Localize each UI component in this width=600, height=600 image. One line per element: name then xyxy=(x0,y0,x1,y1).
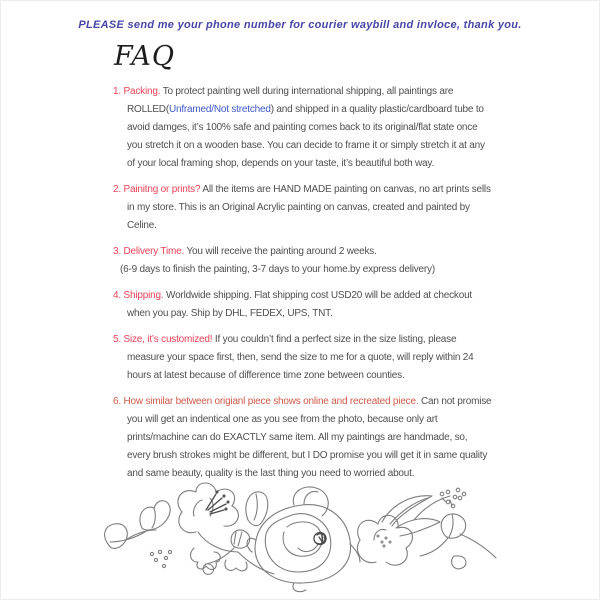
floral-line-art xyxy=(98,482,498,594)
faq-item-heading: 4. Shipping. xyxy=(113,290,164,301)
faq-item-heading: 2. Painitng or prints? xyxy=(113,184,201,195)
faq-item-body: Can not promise you will get an indentical one as you see from the photo, because only art prints/machine can do EXACTLY same item. All my paintings are handmade, so, every brush strokes might be different, but I DO promise you will get it in same quality and same beauty, quality is the last thing you need to worried about. xyxy=(127,396,492,479)
faq-item-body: All the items are HAND MADE painting on canvas, no art prints sells in my store. This is an Original Acrylic painting on canvas, created and painted by Celine. xyxy=(127,184,491,231)
faq-item-shipping xyxy=(113,287,493,323)
faq-item-delivery-time xyxy=(113,243,493,279)
faq-item-heading: 3. Delivery Time. xyxy=(113,246,185,257)
faq-item-body: To protect painting well during international shipping, all paintings are ROLLED( xyxy=(127,86,454,115)
floral-illustration xyxy=(98,482,498,599)
faq-item-body: Worldwide shipping. Flat shipping cost USD20 will be added at checkout when you pay. Ship by DHL, FEDEX, UPS, TNT. xyxy=(127,290,473,319)
faq-list xyxy=(113,83,493,483)
courier-notice: PLEASE send me your phone number for courier waybill and invloce, thank you. xyxy=(78,19,522,31)
faq-item-body: If you couldn’t find a perfect size in the size listing, please measure your space first, then, send the size to me for a quote, will reply within 24 hours at latest because of difference time zone between counties. xyxy=(127,334,474,381)
faq-item-similarity xyxy=(113,393,493,483)
delivery-note: (6-9 days to finish the painting, 3-7 days to your home.by express delivery) xyxy=(120,264,435,275)
faq-item-painting-or-prints xyxy=(113,181,493,235)
faq-item-heading: 6. How similar between origianl piece shows online and recreated piece. xyxy=(113,396,419,407)
faq-item-size-customized xyxy=(113,331,493,385)
page-title: FAQ xyxy=(114,41,176,72)
faq-item-body-cont: ) and shipped in a quality plastic/cardboard tube to avoid damges, it’s 100% safe and painting comes back to its original/flat state once you stretch it on a wooden base. You can decide to frame it or simply stretch it at any of your local framing shop, depends on your taste, it’s beautiful both way. xyxy=(127,104,485,169)
faq-item-packing xyxy=(113,83,493,173)
faq-item-body: You will receive the painting around 2 weeks. xyxy=(186,246,377,257)
faq-item-heading: 5. Size, it’s customized! xyxy=(113,334,213,345)
unframed-highlight: Unframed/Not stretched xyxy=(168,104,271,115)
faq-item-heading: 1. Packing. xyxy=(113,86,161,97)
